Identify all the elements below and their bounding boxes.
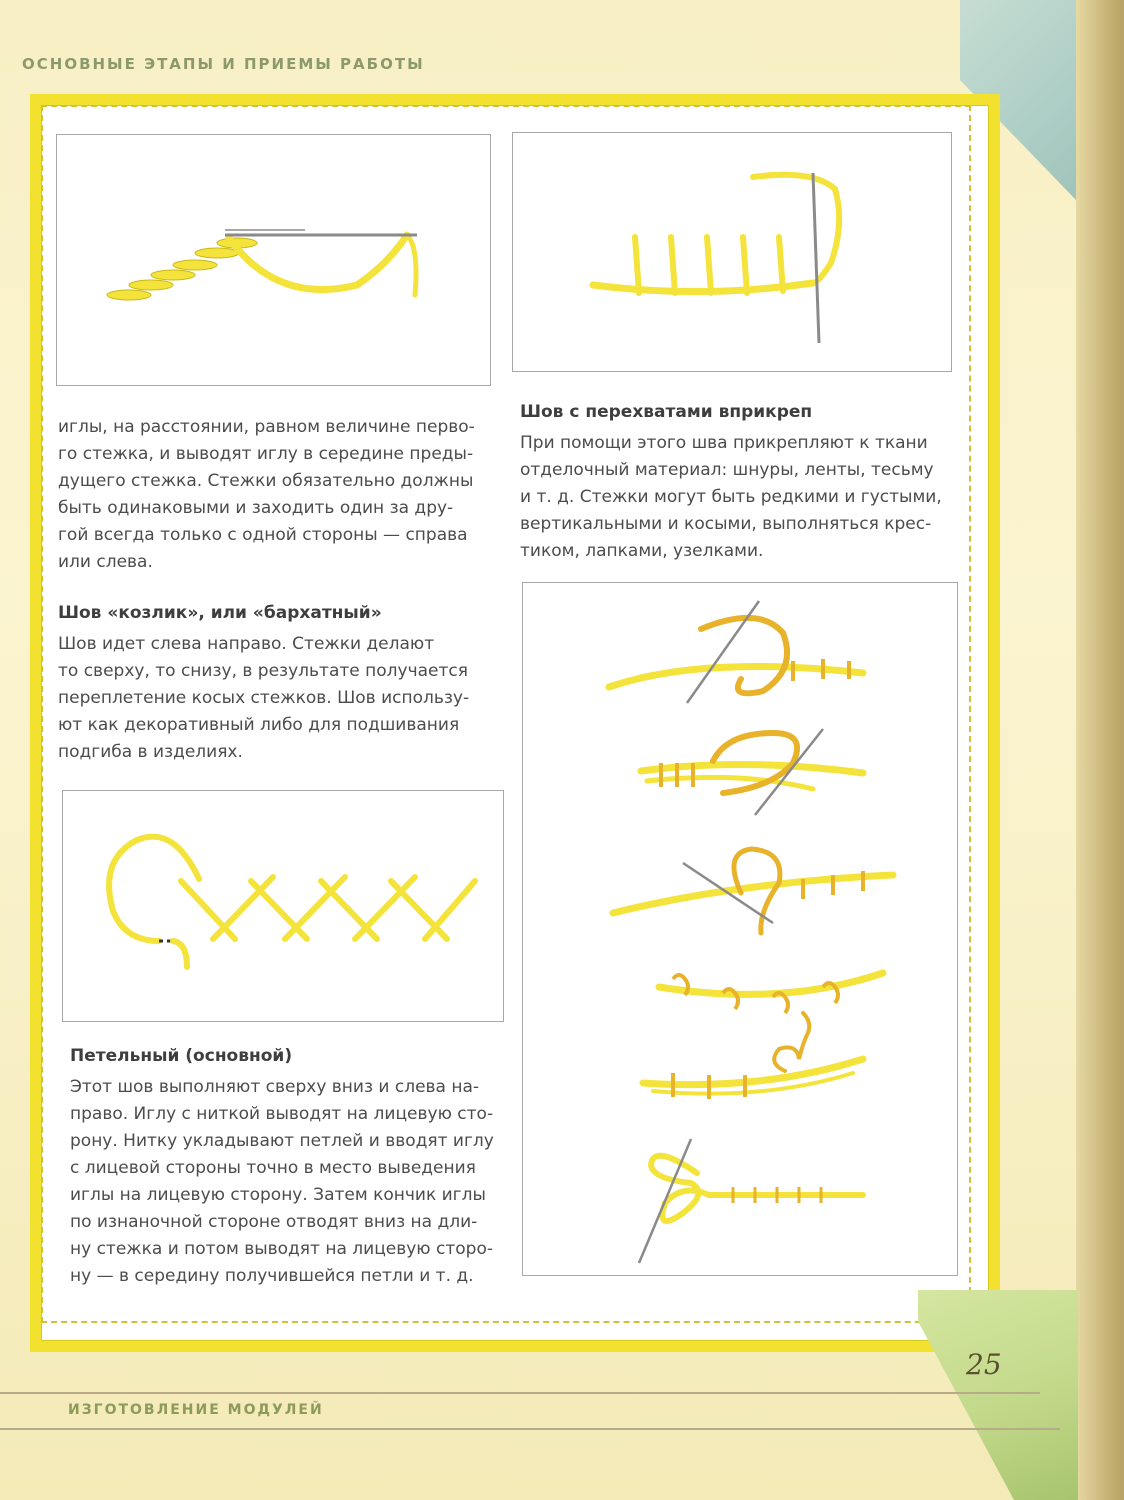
petelny-heading: Петельный (основной) [70,1046,293,1066]
kozlik-text: Шов идет слева направо. Стежки делают то сверху, то снизу, в результате получается переплетение косых стежков. Шов использу- ют как декоративный либо для подшивания подгиба в изделиях. [58,634,470,762]
footer-rule-top [0,1392,1040,1394]
page-edge-shadow [1076,0,1124,1500]
perekhvat-heading: Шов с перехватами вприкреп [520,402,813,422]
figure-couching-variants [522,582,958,1276]
figure-couching-stitch [512,132,952,372]
page-number: 25 [966,1348,1002,1381]
running-footer: ИЗГОТОВЛЕНИЕ МОДУЛЕЙ [68,1402,324,1418]
stem-stitch-continuation-text: иглы, на расстоянии, равном величине перво- го стежка, и выводят иглу в середине преды- дущего стежка. Стежки обязательно должны быть одинаковыми и заходить один за дру- гой всегда только с одной стороны — справа или слева. [58,417,475,572]
figure-stem-stitch [56,134,491,386]
petelny-text: Этот шов выполняют сверху вниз и слева на- право. Иглу с ниткой выводят на лицевую сто- рону. Нитку укладывают петлей и вводят иглу с лицевой стороны точно в место выведения иглы на лицевую сторону. Затем кончик иглы по изнаночной стороне отводят вниз на дли- ну стежка и потом выводят на лицевую сторо- ну — в середину получившейся петли и т. д. [70,1077,494,1286]
figure-herringbone-stitch [62,790,504,1022]
kozlik-heading: Шов «козлик», или «бархатный» [58,603,382,623]
perekhvat-text: При помощи этого шва прикрепляют к ткани отделочный материал: шнуры, ленты, тесьму и т. д. Стежки могут быть редкими и густыми, вертикальными и косыми, выполняться крес- тиком, лапками, узелками. [520,433,942,561]
footer-rule-bottom [0,1428,1060,1430]
running-header: ОСНОВНЫЕ ЭТАПЫ И ПРИЕМЫ РАБОТЫ [22,55,425,73]
